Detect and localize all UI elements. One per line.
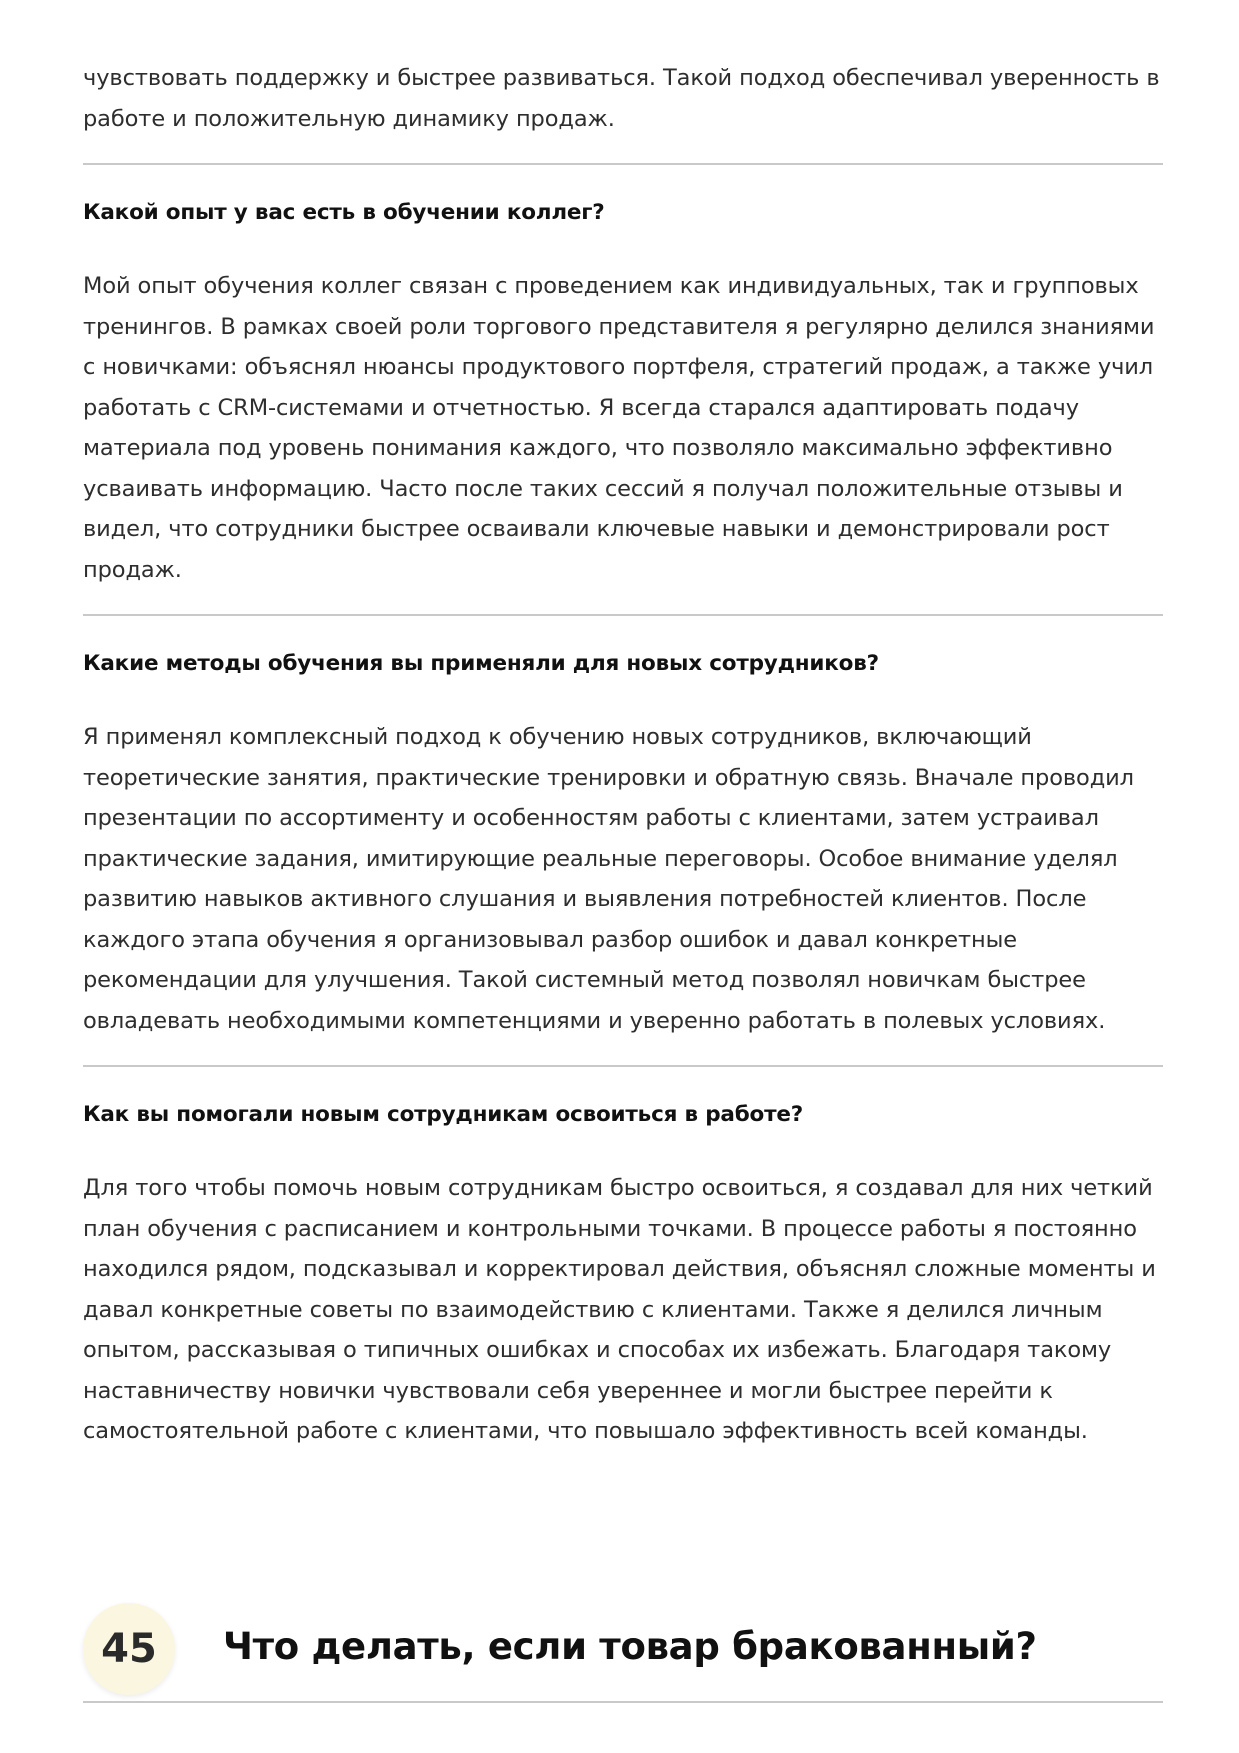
chapter-divider	[83, 1701, 1163, 1703]
chapter-number-badge: 45	[83, 1603, 175, 1695]
answer-paragraph: Мой опыт обучения коллег связан с проведением как индивидуальных, так и групповых тренингов. В рамках своей роли торгового представителя я регулярно делился знаниями с новичками: объяснял нюансы продуктового портфеля, стратегий продаж, а также учил работать с CRM-системами и отчетностью. Я всегда старался адаптировать подачу материала под уровень понимания каждого, что позволяло максимально эффективно усваивать информацию. Часто после таких сессий я получал положительные отзывы и видел, что сотрудники быстрее осваивали ключевые навыки и демонстрировали рост продаж.	[83, 273, 1155, 583]
chapter-header	[83, 1603, 1163, 1699]
answer-paragraph: Для того чтобы помочь новым сотрудникам быстро освоиться, я создавал для них четкий план обучения с расписанием и контрольными точками. В процессе работы я постоянно находился рядом, подсказывал и корректировал действия, объяснял сложные моменты и давал конкретные советы по взаимодействию с клиентами. Также я делился личным опытом, рассказывая о типичных ошибках и способах их избежать. Благодаря такому наставничеству новички чувствовали себя увереннее и могли быстрее перейти к самостоятельной работе с клиентами, что повышало эффективность всей команды.	[83, 1175, 1156, 1444]
divider	[83, 163, 1163, 165]
divider	[83, 1065, 1163, 1067]
question-heading: Как вы помогали новым сотрудникам освоиться в работе?	[83, 1102, 803, 1127]
document-body	[83, 58, 1163, 1452]
divider	[83, 614, 1163, 616]
intro-paragraph: чувствовать поддержку и быстрее развиваться. Такой подход обеспечивал уверенность в работе и положительную динамику продаж.	[83, 65, 1160, 132]
chapter-title: Что делать, если товар бракованный?	[223, 1625, 1037, 1668]
question-heading: Какие методы обучения вы применяли для новых сотрудников?	[83, 651, 879, 676]
answer-paragraph: Я применял комплексный подход к обучению новых сотрудников, включающий теоретические занятия, практические тренировки и обратную связь. Вначале проводил презентации по ассортименту и особенностям работы с клиентами, затем устраивал практические задания, имитирующие реальные переговоры. Особое внимание уделял развитию навыков активного слушания и выявления потребностей клиентов. После каждого этапа обучения я организовывал разбор ошибок и давал конкретные рекомендации для улучшения. Такой системный метод позволял новичкам быстрее овладевать необходимыми компетенциями и уверенно работать в полевых условиях.	[83, 724, 1134, 1034]
question-heading: Какой опыт у вас есть в обучении коллег?	[83, 200, 605, 225]
